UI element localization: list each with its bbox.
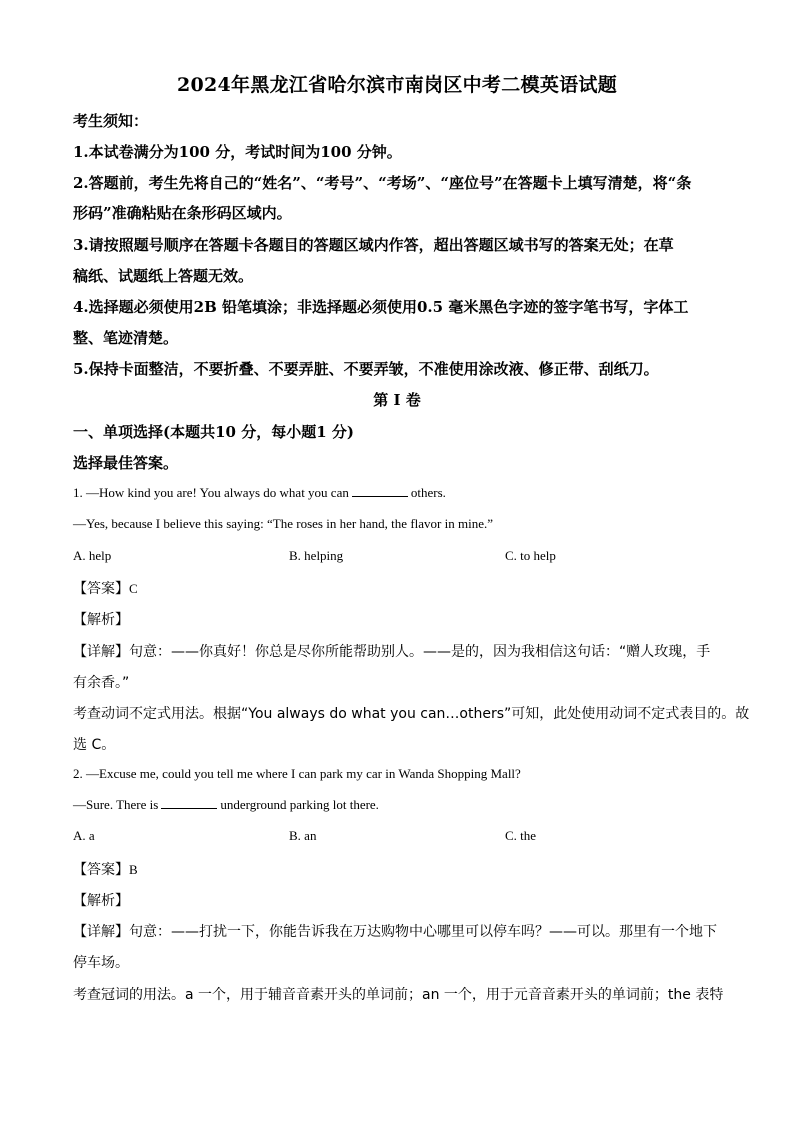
question-1-detail-1: 【详解】句意：——你真好！你总是尽你所能帮助别人。——是的，因为我相信这句话：“赠人玫瑰，手 — [73, 644, 711, 660]
question-2-option-a: A. a — [73, 828, 95, 843]
question-2-option-b: B. an — [289, 828, 317, 843]
answer-blank — [161, 798, 217, 809]
question-1-option-b: B. helping — [289, 548, 344, 563]
section-heading: 一、单项选择(本题共10 分，每小题1 分) — [73, 423, 354, 441]
question-1-answer — [73, 578, 138, 598]
volume-label: 第 I 卷 — [373, 391, 421, 409]
question-2-reply — [73, 797, 379, 813]
notice-item-3-cont: 稿纸、试题纸上答题无效。 — [73, 267, 254, 285]
question-1-stem — [73, 485, 446, 501]
question-1-option-a: A. help — [73, 548, 112, 563]
notice-item-3: 3.请按照题号顺序在答题卡各题目的答题区域内作答，超出答题区域书写的答案无处；在草 — [73, 236, 674, 254]
notice-item-1: 1.本试卷满分为100 分，考试时间为100 分钟。 — [73, 143, 402, 161]
question-1-detail-4: 选 C。 — [73, 737, 116, 753]
notice-heading: 考生须知： — [73, 112, 149, 130]
answer-value: C — [129, 581, 138, 596]
question-2-answer — [73, 859, 138, 879]
question-1-option-c: C. to help — [505, 548, 556, 563]
question-1-stem-after: others. — [410, 485, 446, 500]
notice-item-2-cont: 形码”准确粘贴在条形码区域内。 — [73, 204, 292, 222]
notice-item-2: 2.答题前，考生先将自己的“姓名”、“考号”、“考场”、“座位号”在答题卡上填写清楚，将“条 — [73, 174, 692, 192]
answer-label: 【答案】 — [73, 581, 129, 597]
question-1-detail-2: 有余香。” — [73, 675, 130, 691]
answer-blank — [352, 486, 408, 497]
question-2-detail-2: 停车场。 — [73, 955, 129, 971]
question-1-stem-before: 1. —How kind you are! You always do what you can — [73, 485, 349, 500]
notice-item-4: 4.选择题必须使用2B 铅笔填涂；非选择题必须使用0.5 毫米黑色字迹的签字笔书写，字体工 — [73, 298, 689, 316]
question-2-reply-after: underground parking lot there. — [220, 797, 379, 812]
question-2-detail-1: 【详解】句意：——打扰一下，你能告诉我在万达购物中心哪里可以停车吗？——可以。那里有一个地下 — [73, 924, 717, 940]
notice-item-5: 5.保持卡面整洁，不要折叠、不要弄脏、不要弄皱，不准使用涂改液、修正带、刮纸刀。 — [73, 360, 659, 378]
page-title: 2024年黑龙江省哈尔滨市南岗区中考二模英语试题 — [176, 74, 618, 96]
notice-item-4-cont: 整、笔迹清楚。 — [73, 329, 179, 347]
question-2-reply-before: —Sure. There is — [73, 797, 159, 812]
question-1-reply: —Yes, because I believe this saying: “The roses in her hand, the flavor in mine.” — [73, 516, 493, 531]
answer-value: B — [129, 862, 138, 877]
section-instruction: 选择最佳答案。 — [73, 454, 179, 472]
question-1-analysis-label: 【解析】 — [73, 612, 129, 628]
question-1-detail-3: 考查动词不定式用法。根据“You always do what you can…others”可知，此处使用动词不定式表目的。故 — [73, 706, 750, 722]
question-2-option-c: C. the — [505, 828, 537, 843]
question-2-stem: 2. —Excuse me, could you tell me where I can park my car in Wanda Shopping Mall? — [73, 766, 521, 781]
question-2-detail-3: 考查冠词的用法。a 一个，用于辅音音素开头的单词前；an 一个，用于元音音素开头的单词前；the 表特 — [73, 987, 724, 1003]
question-2-analysis-label: 【解析】 — [73, 893, 129, 909]
answer-label: 【答案】 — [73, 862, 129, 878]
